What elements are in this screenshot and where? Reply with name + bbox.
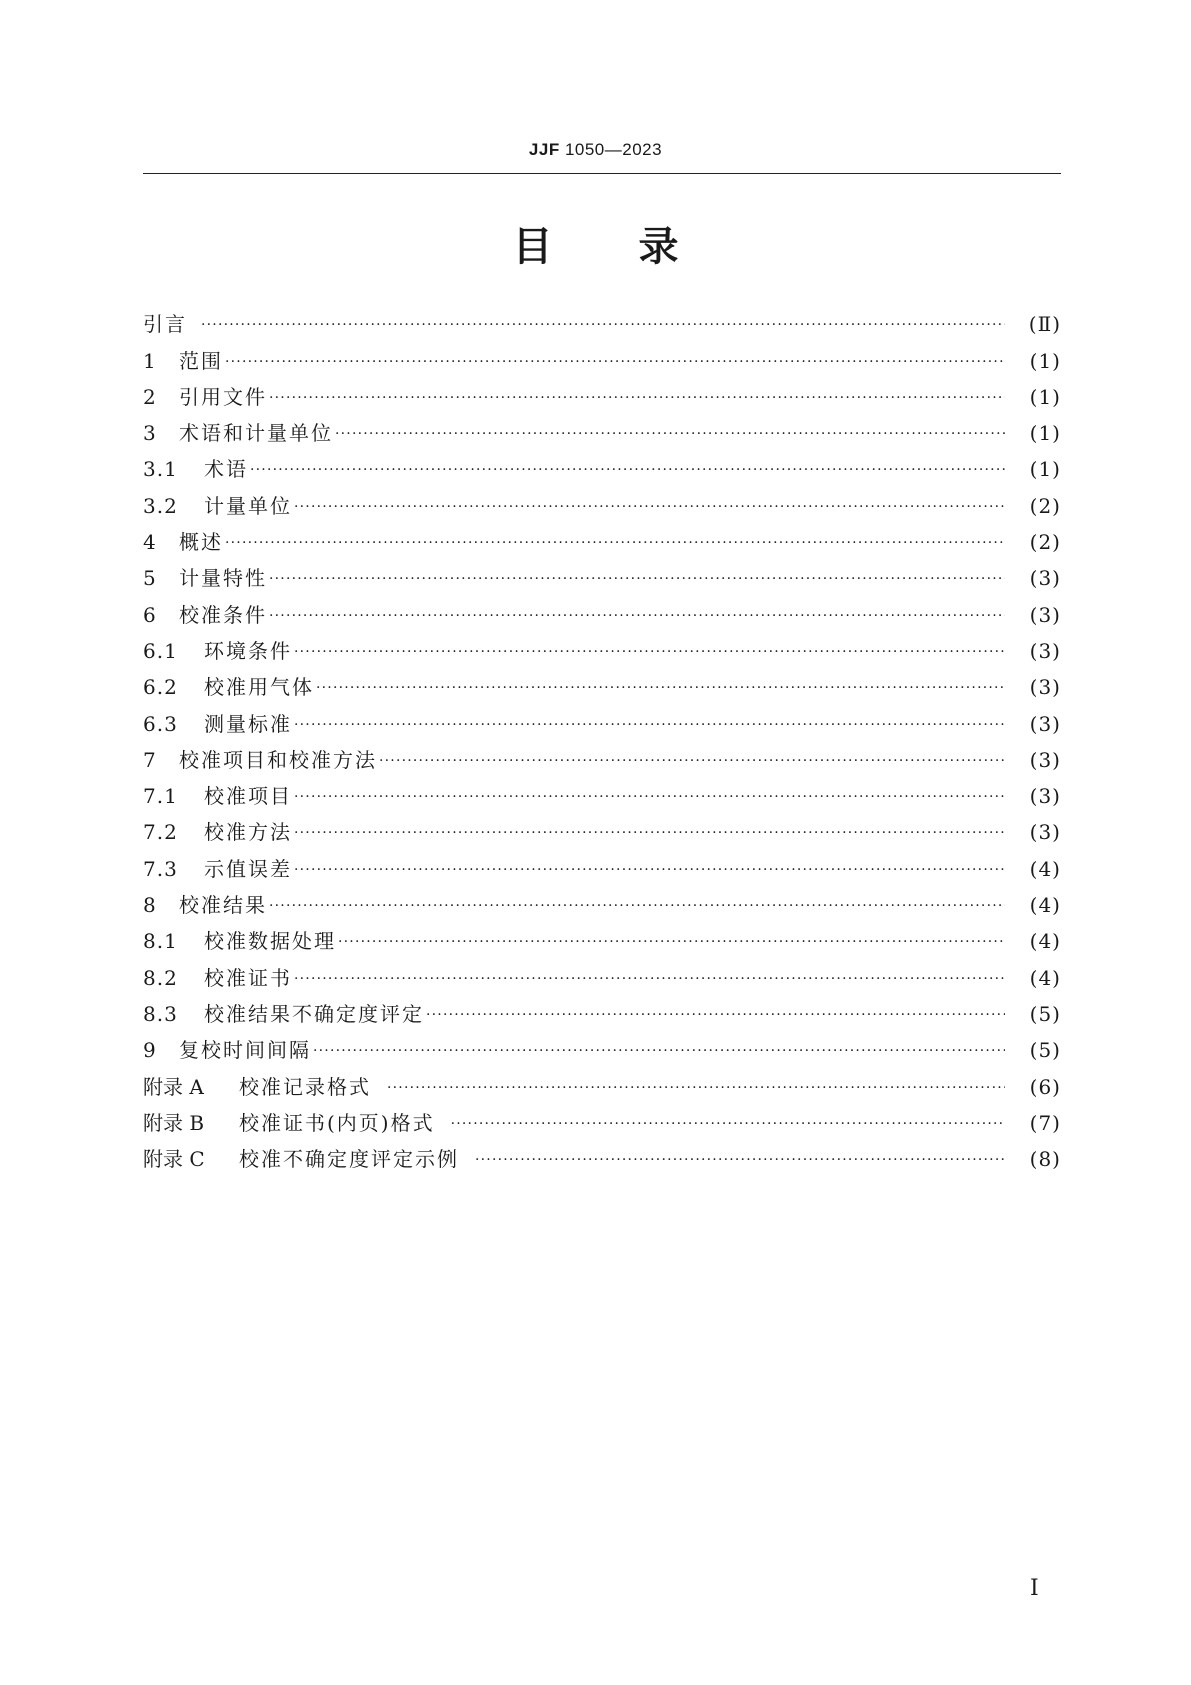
toc-leader-dots <box>201 316 1005 334</box>
toc-entry-number: 8.1 <box>143 929 178 954</box>
toc-entry-number: 1 <box>143 348 156 373</box>
toc-entry-page: (4) <box>1029 893 1061 918</box>
toc-entry-label: 校准数据处理 <box>204 929 336 954</box>
toc-entry[interactable] <box>143 338 1061 374</box>
toc-entry-page: (3) <box>1029 820 1061 845</box>
toc-entry-page: (2) <box>1029 530 1061 555</box>
toc-entry-label: 校准不确定度评定示例 <box>239 1147 459 1172</box>
toc-entry-label: 复校时间间隔 <box>179 1038 311 1063</box>
toc-entry-number: 附录 A <box>143 1074 204 1099</box>
toc-title: 目录 <box>512 224 765 270</box>
toc-entry[interactable] <box>143 592 1061 628</box>
toc-entry-page: (1) <box>1029 421 1061 446</box>
toc-leader-dots <box>269 897 1005 915</box>
toc-leader-dots <box>426 1006 1005 1024</box>
toc-entry-page: (2) <box>1029 493 1061 518</box>
toc-leader-dots <box>387 1079 1005 1097</box>
toc-entry[interactable] <box>143 701 1061 737</box>
toc-leader-dots <box>250 461 1005 479</box>
toc-entry[interactable] <box>143 520 1061 556</box>
toc-entry-page: (3) <box>1029 675 1061 700</box>
toc-entry[interactable] <box>143 447 1061 483</box>
toc-entry[interactable] <box>143 919 1061 955</box>
toc-leader-dots <box>269 607 1005 625</box>
toc-entry-number: 7.1 <box>143 784 178 809</box>
toc-entry-number: 附录 C <box>143 1147 205 1172</box>
table-of-contents <box>143 302 1061 1173</box>
toc-entry-page: (3) <box>1029 784 1061 809</box>
toc-entry[interactable] <box>143 411 1061 447</box>
toc-entry-label: 校准条件 <box>179 602 267 627</box>
toc-entry[interactable] <box>143 1028 1061 1064</box>
toc-entry[interactable] <box>143 556 1061 592</box>
toc-entry-label: 概述 <box>179 530 223 555</box>
toc-entry-page: (1) <box>1029 348 1061 373</box>
toc-entry[interactable] <box>143 629 1061 665</box>
toc-leader-dots <box>316 679 1005 697</box>
toc-leader-dots <box>475 1151 1005 1169</box>
toc-leader-dots <box>294 824 1005 842</box>
toc-entry-number: 6.2 <box>143 675 178 700</box>
toc-leader-dots <box>225 353 1005 371</box>
toc-entry-number: 7.2 <box>143 820 178 845</box>
toc-entry-label: 术语和计量单位 <box>179 421 333 446</box>
toc-entry-number: 6.1 <box>143 638 178 663</box>
toc-entry-label: 测量标准 <box>204 711 292 736</box>
toc-entry-page: (4) <box>1029 929 1061 954</box>
toc-leader-dots <box>294 643 1005 661</box>
toc-entry-label: 校准证书 <box>204 965 292 990</box>
toc-entry-page: (5) <box>1029 1001 1061 1026</box>
page-number: I <box>1030 1576 1039 1601</box>
toc-leader-dots <box>294 716 1005 734</box>
toc-entry-label: 校准方法 <box>204 820 292 845</box>
toc-entry[interactable] <box>143 738 1061 774</box>
toc-entry-page: (4) <box>1029 856 1061 881</box>
toc-entry[interactable] <box>143 375 1061 411</box>
toc-entry[interactable] <box>143 1064 1061 1100</box>
toc-entry-label: 校准记录格式 <box>239 1074 371 1099</box>
toc-entry-label: 校准项目和校准方法 <box>179 747 377 772</box>
toc-entry[interactable] <box>143 774 1061 810</box>
toc-leader-dots <box>294 970 1005 988</box>
toc-entry-page: (1) <box>1029 457 1061 482</box>
toc-entry-page: (3) <box>1029 747 1061 772</box>
toc-entry-number: 6 <box>143 602 156 627</box>
toc-entry-number: 3 <box>143 421 156 446</box>
toc-entry[interactable] <box>143 992 1061 1028</box>
toc-entry-page: (3) <box>1029 566 1061 591</box>
toc-leader-dots <box>338 933 1005 951</box>
toc-entry-page: (7) <box>1029 1110 1061 1135</box>
toc-entry-label: 引言 <box>143 312 187 337</box>
toc-entry-label: 校准用气体 <box>204 675 314 700</box>
toc-entry-label: 校准结果 <box>179 893 267 918</box>
toc-entry-label: 环境条件 <box>204 638 292 663</box>
toc-entry-label: 术语 <box>204 457 248 482</box>
toc-entry-page: (3) <box>1029 638 1061 663</box>
toc-entry-page: (4) <box>1029 965 1061 990</box>
toc-entry-number: 7.3 <box>143 856 178 881</box>
toc-entry-label: 引用文件 <box>179 384 267 409</box>
toc-entry-label: 计量特性 <box>179 566 267 591</box>
toc-leader-dots <box>379 752 1005 770</box>
toc-leader-dots <box>269 570 1005 588</box>
toc-entry-number: 4 <box>143 530 156 555</box>
toc-leader-dots <box>294 498 1005 516</box>
toc-entry-page: (3) <box>1029 711 1061 736</box>
toc-entry[interactable] <box>143 846 1061 882</box>
standard-number: 1050—2023 <box>564 140 663 159</box>
toc-entry-number: 2 <box>143 384 156 409</box>
toc-entry-label: 校准项目 <box>204 784 292 809</box>
toc-entry-number: 8 <box>143 893 156 918</box>
toc-entry[interactable] <box>143 955 1061 991</box>
toc-entry-label: 示值误差 <box>204 856 292 881</box>
toc-entry-label: 计量单位 <box>204 493 292 518</box>
toc-entry[interactable] <box>143 302 1061 338</box>
toc-entry-page: (6) <box>1029 1074 1061 1099</box>
toc-leader-dots <box>269 389 1005 407</box>
toc-entry-number: 5 <box>143 566 156 591</box>
toc-entry-number: 3.2 <box>143 493 178 518</box>
toc-leader-dots <box>313 1042 1005 1060</box>
toc-entry[interactable] <box>143 483 1061 519</box>
toc-leader-dots <box>294 861 1005 879</box>
toc-entry[interactable] <box>143 665 1061 701</box>
toc-entry-label: 校准证书(内页)格式 <box>239 1110 435 1135</box>
toc-entry-number: 3.1 <box>143 457 178 482</box>
toc-entry[interactable] <box>143 810 1061 846</box>
toc-leader-dots <box>451 1115 1005 1133</box>
toc-entry-page: (3) <box>1029 602 1061 627</box>
toc-leader-dots <box>225 534 1005 552</box>
header-rule <box>143 173 1061 174</box>
toc-entry[interactable] <box>143 883 1061 919</box>
toc-entry-number: 8.2 <box>143 965 178 990</box>
toc-entry-number: 附录 B <box>143 1110 205 1135</box>
toc-entry-number: 6.3 <box>143 711 178 736</box>
page-header <box>0 140 1191 160</box>
toc-entry-label: 范围 <box>179 348 223 373</box>
toc-entry[interactable] <box>143 1101 1061 1137</box>
toc-entry-number: 9 <box>143 1038 156 1063</box>
standard-prefix: JJF <box>528 140 560 159</box>
toc-entry[interactable] <box>143 1137 1061 1173</box>
toc-leader-dots <box>335 425 1005 443</box>
toc-entry-page: (8) <box>1029 1147 1061 1172</box>
toc-entry-number: 8.3 <box>143 1001 178 1026</box>
toc-leader-dots <box>294 788 1005 806</box>
toc-entry-page: (Ⅱ) <box>1028 312 1061 337</box>
toc-entry-label: 校准结果不确定度评定 <box>204 1001 424 1026</box>
toc-entry-page: (5) <box>1029 1038 1061 1063</box>
toc-entry-page: (1) <box>1029 384 1061 409</box>
toc-entry-number: 7 <box>143 747 156 772</box>
